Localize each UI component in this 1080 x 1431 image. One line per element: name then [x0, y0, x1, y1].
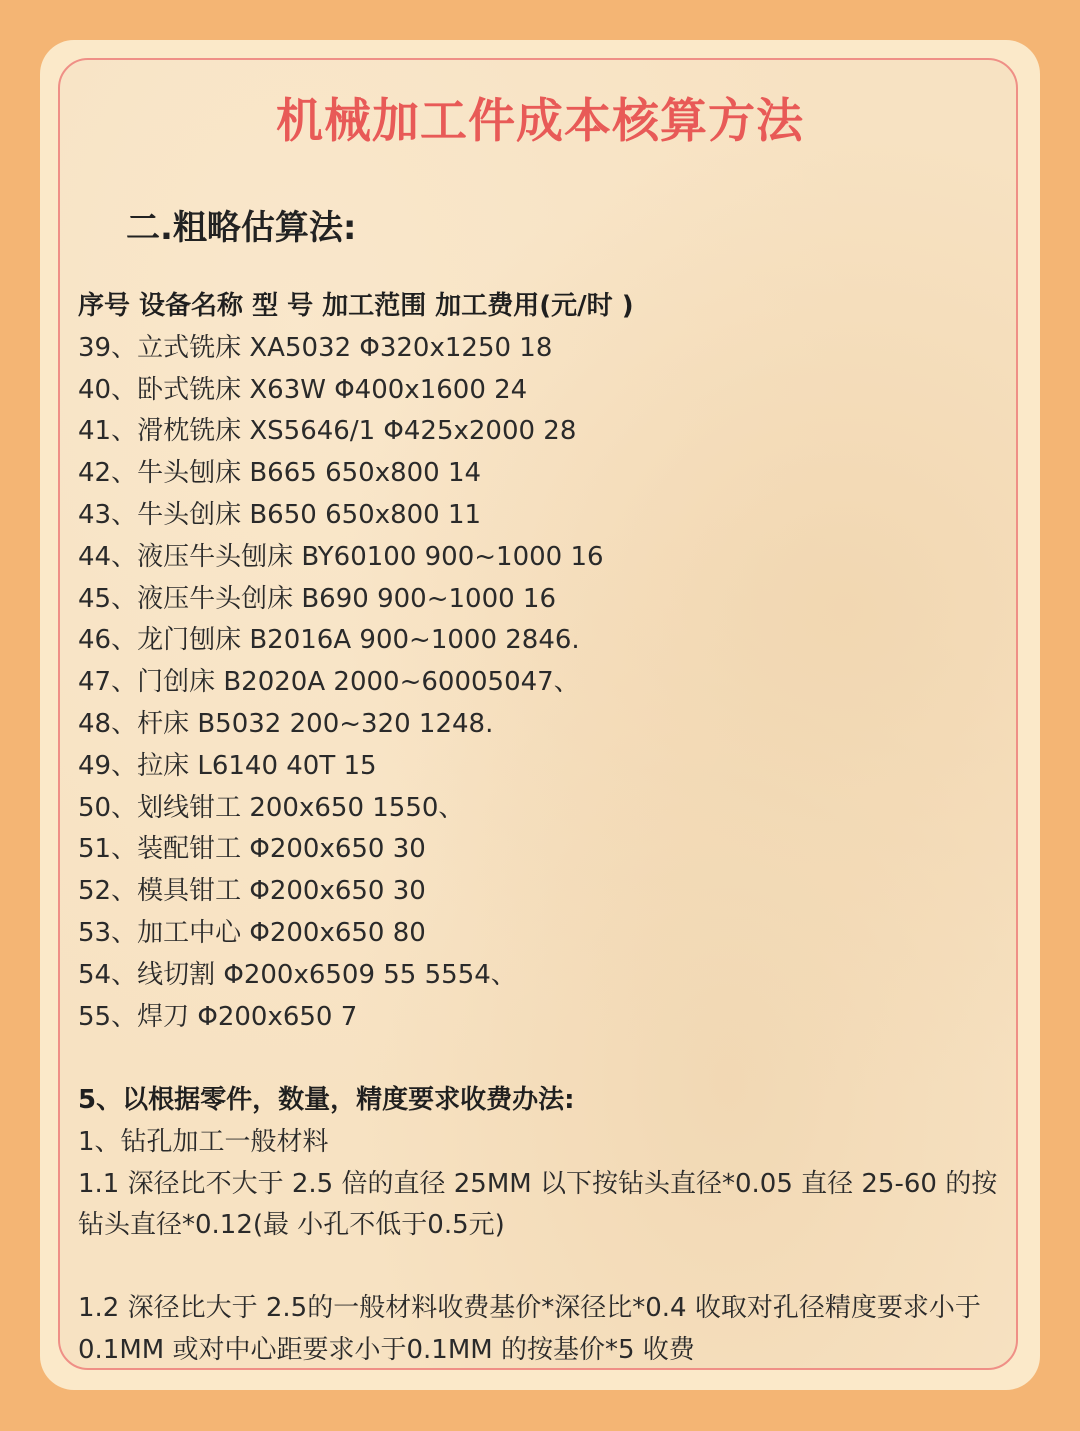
fee-item-title: 1、钻孔加工一般材料 — [78, 1126, 329, 1157]
list-item: 39、立式铣床 XA5032 Φ320x1250 18 — [78, 332, 553, 363]
list-item: 46、龙门刨床 B2016A 900~1000 2846. — [78, 625, 580, 656]
equipment-list — [78, 286, 1018, 1038]
list-item: 48、杆床 B5032 200~320 1248. — [78, 708, 494, 739]
list-item: 51、装配钳工 Φ200x650 30 — [78, 834, 426, 865]
list-item: 52、模具钳工 Φ200x650 30 — [78, 876, 426, 907]
table-header: 序号 设备名称 型 号 加工范围 加工费用(元/时 ) — [78, 291, 634, 321]
fee-section — [78, 1080, 1018, 1247]
list-item: 49、拉床 L6140 40T 15 — [78, 750, 377, 781]
list-item: 41、滑枕铣床 XS5646/1 Φ425x2000 28 — [78, 416, 577, 447]
fee-item-1-1: 1.1 深径比不大于 2.5 倍的直径 25MM 以下按钻头直径*0.05 直径 25-60 的按钻头直径*0.12(最 小孔不低于0.5元) — [78, 1168, 998, 1241]
list-item: 54、线切割 Φ200x6509 55 5554、 — [78, 959, 517, 990]
section-heading: 二.粗略估算法: — [126, 208, 357, 248]
page-title: 机械加工件成本核算方法 — [276, 94, 804, 149]
fee-note — [78, 1288, 1018, 1372]
list-item: 45、液压牛头创床 B690 900~1000 16 — [78, 583, 557, 614]
list-item: 55、焊刀 Φ200x650 7 — [78, 1001, 358, 1032]
fee-item-1-2: 1.2 深径比大于 2.5的一般材料收费基价*深径比*0.4 收取对孔径精度要求小于 0.1MM 或对中心距要求小于0.1MM 的按基价*5 收费 — [78, 1293, 981, 1365]
list-item: 44、液压牛头刨床 BY60100 900~1000 16 — [78, 541, 604, 572]
list-item: 42、牛头刨床 B665 650x800 14 — [78, 458, 482, 489]
list-item: 43、牛头创床 B650 650x800 11 — [78, 499, 482, 530]
list-item: 47、门创床 B2020A 2000~60005047、 — [78, 667, 580, 698]
list-item: 40、卧式铣床 X63W Φ400x1600 24 — [78, 374, 528, 405]
list-item: 50、划线钳工 200x650 1550、 — [78, 792, 465, 823]
fee-heading: 5、以根据零件，数量，精度要求收费办法: — [78, 1085, 575, 1115]
list-item: 53、加工中心 Φ200x650 80 — [78, 917, 426, 948]
